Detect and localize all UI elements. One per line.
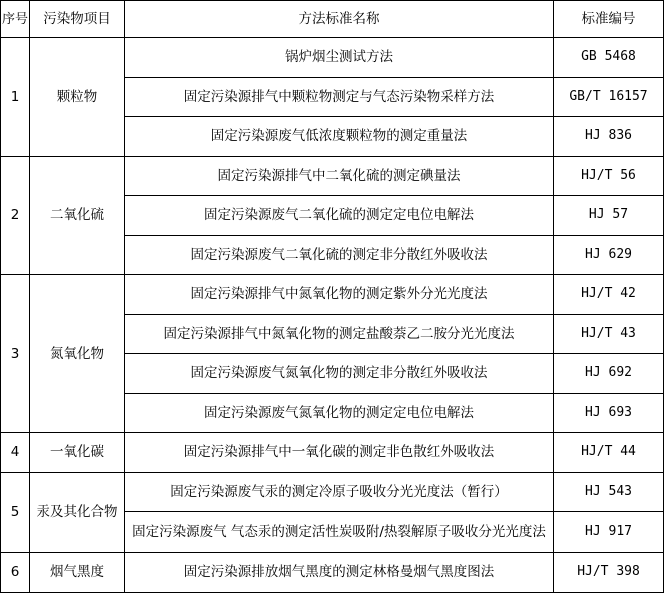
seq-cell: 5 — [1, 472, 30, 553]
code-cell: GB/T 16157 — [554, 77, 664, 117]
method-cell: 固定污染源排气中一氧化碳的测定非色散红外吸收法 — [125, 433, 554, 473]
seq-cell: 6 — [1, 553, 30, 593]
method-cell: 固定污染源排气中氮氧化物的测定盐酸萘乙二胺分光光度法 — [125, 314, 554, 354]
code-cell: HJ 57 — [554, 196, 664, 236]
code-cell: HJ 692 — [554, 354, 664, 394]
code-cell: HJ/T 56 — [554, 156, 664, 196]
code-cell: HJ/T 42 — [554, 275, 664, 315]
method-cell: 锅炉烟尘测试方法 — [125, 38, 554, 78]
seq-cell: 1 — [1, 38, 30, 157]
header-row — [1, 1, 664, 38]
pollutant-cell: 一氧化碳 — [30, 433, 125, 473]
header-pollutant: 污染物项目 — [30, 1, 125, 38]
pollutant-cell: 汞及其化合物 — [30, 472, 125, 553]
code-cell: HJ 543 — [554, 472, 664, 512]
table-row — [1, 472, 664, 512]
code-cell: GB 5468 — [554, 38, 664, 78]
header-code: 标准编号 — [554, 1, 664, 38]
pollutant-cell: 二氧化硫 — [30, 156, 125, 275]
method-cell: 固定污染源排放烟气黑度的测定林格曼烟气黑度图法 — [125, 553, 554, 593]
method-cell: 固定污染源排气中颗粒物测定与气态污染物采样方法 — [125, 77, 554, 117]
seq-cell: 2 — [1, 156, 30, 275]
code-cell: HJ 917 — [554, 512, 664, 553]
method-cell: 固定污染源废气 气态汞的测定活性炭吸附/热裂解原子吸收分光光度法 — [125, 512, 554, 553]
pollutant-cell: 烟气黑度 — [30, 553, 125, 593]
header-seq: 序号 — [1, 1, 30, 38]
method-cell: 固定污染源废气氮氧化物的测定非分散红外吸收法 — [125, 354, 554, 394]
method-cell: 固定污染源废气低浓度颗粒物的测定重量法 — [125, 117, 554, 157]
method-cell: 固定污染源废气氮氧化物的测定定电位电解法 — [125, 393, 554, 433]
method-cell: 固定污染源废气汞的测定冷原子吸收分光光度法（暂行） — [125, 472, 554, 512]
table-row — [1, 38, 664, 78]
code-cell: HJ/T 44 — [554, 433, 664, 473]
method-cell: 固定污染源排气中二氧化硫的测定碘量法 — [125, 156, 554, 196]
code-cell: HJ/T 43 — [554, 314, 664, 354]
seq-cell: 4 — [1, 433, 30, 473]
table-row — [1, 156, 664, 196]
method-cell: 固定污染源排气中氮氧化物的测定紫外分光光度法 — [125, 275, 554, 315]
header-method: 方法标准名称 — [125, 1, 554, 38]
method-cell: 固定污染源废气二氧化硫的测定非分散红外吸收法 — [125, 235, 554, 275]
table-row — [1, 275, 664, 315]
code-cell: HJ/T 398 — [554, 553, 664, 593]
pollutant-cell: 颗粒物 — [30, 38, 125, 157]
table-row — [1, 433, 664, 473]
method-cell: 固定污染源废气二氧化硫的测定定电位电解法 — [125, 196, 554, 236]
table-row — [1, 553, 664, 593]
code-cell: HJ 693 — [554, 393, 664, 433]
pollutant-cell: 氮氧化物 — [30, 275, 125, 433]
seq-cell: 3 — [1, 275, 30, 433]
code-cell: HJ 836 — [554, 117, 664, 157]
code-cell: HJ 629 — [554, 235, 664, 275]
